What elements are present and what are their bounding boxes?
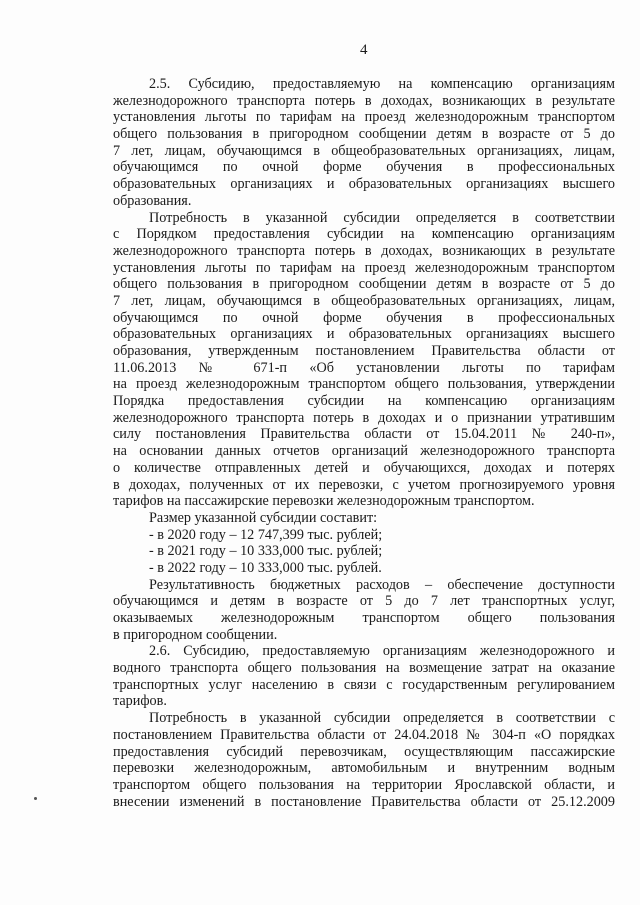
text-line: обучающимся по очной форме обучения в профессиональных <box>113 309 615 326</box>
text-line: 11.06.2013 № 671-п «Об установлении льготы по тарифам <box>113 359 615 376</box>
text-line: постановлением Правительства области от 24.04.2018 № 304-п «О порядках <box>113 726 615 743</box>
text-line: на проезд железнодорожным транспортом общего пользования, утверждении <box>113 376 615 393</box>
text-line: в доходах, полученных от их перевозки, с учетом прогнозируемого уровня <box>113 476 615 493</box>
text-line: 7 лет, лицам, обучающимся в общеобразовательных организациях, лицам, <box>113 292 615 309</box>
text-line: общего пользования в пригородном сообщении детям в возрасте от 5 до <box>113 276 615 293</box>
text-line: Результативность бюджетных расходов – обеспечение доступности <box>149 576 615 593</box>
text-line: общего пользования в пригородном сообщении детям в возрасте от 5 до <box>113 126 615 143</box>
text-line: тарифов на пассажирские перевозки железнодорожным транспортом. <box>113 493 535 510</box>
scan-artifact-dot <box>34 797 37 800</box>
text-line: Размер указанной субсидии составит: <box>149 509 378 526</box>
document-body <box>113 76 615 810</box>
text-line: образовательных организациях и образовательных организациях высшего <box>113 326 615 343</box>
text-line: - в 2022 году – 10 333,000 тыс. рублей. <box>149 559 382 576</box>
text-line: в пригородном сообщении. <box>113 626 278 643</box>
text-line: установления льготы по тарифам на проезд железнодорожным транспортом <box>113 259 615 276</box>
text-line: образования, утвержденным постановлением Правительства области от <box>113 343 615 359</box>
text-line: оказываемых железнодорожным транспортом общего пользования <box>113 610 615 626</box>
text-line: о количестве отправленных детей и обучающихся, доходах и потерях <box>113 459 615 476</box>
page-number: 4 <box>360 42 368 58</box>
text-line: - в 2021 году – 10 333,000 тыс. рублей; <box>149 543 383 560</box>
text-line: транспортом общего пользования на территории Ярославской области, и <box>113 776 615 793</box>
text-line: железнодорожного транспорта потерь в доходах, возникающих в результате <box>113 242 615 259</box>
text-line: железнодорожного транспорта потерь в доходах и о признании утратившим <box>113 409 615 426</box>
text-line: Потребность в указанной субсидии определяется в соответствии с <box>149 710 615 727</box>
text-line: с Порядком предоставления субсидии на компенсацию организациям <box>113 226 615 243</box>
text-line: железнодорожного транспорта потерь в доходах, возникающих в результате <box>113 92 615 109</box>
text-line: водного транспорта общего пользования на возмещение затрат на оказание <box>113 660 615 677</box>
text-line: 7 лет, лицам, обучающимся в общеобразовательных организациях, лицам, <box>113 142 615 159</box>
text-line: - в 2020 году – 12 747,399 тыс. рублей; <box>149 526 383 543</box>
text-line: тарифов. <box>113 693 167 710</box>
text-line: 2.5. Субсидию, предоставляемую на компенсацию организациям <box>149 76 615 92</box>
text-line: обучающимся и детям в возрасте от 5 до 7 лет транспортных услуг, <box>113 593 615 610</box>
text-line: Потребность в указанной субсидии определяется в соответствии <box>149 209 615 226</box>
text-line: предоставления субсидий перевозчикам, осуществляющим пассажирские <box>113 743 615 760</box>
text-line: обучающимся по очной форме обучения в профессиональных <box>113 159 615 176</box>
text-line: силу постановления Правительства области от 15.04.2011 № 240-п», <box>113 426 615 443</box>
text-line: установления льготы по тарифам на проезд железнодорожным транспортом <box>113 109 615 126</box>
text-line: транспортных услуг населению в связи с государственным регулированием <box>113 676 615 693</box>
text-line: образования. <box>113 192 192 209</box>
text-line: образовательных организациях и образовательных организациях высшего <box>113 176 615 193</box>
text-line: 2.6. Субсидию, предоставляемую организациям железнодорожного и <box>149 643 615 660</box>
text-line: внесении изменений в постановление Правительства области от 25.12.2009 <box>113 793 615 810</box>
text-line: на основании данных отчетов организаций железнодорожного транспорта <box>113 443 615 460</box>
text-line: Порядка предоставления субсидии на компенсацию организациям <box>113 393 615 410</box>
text-line: перевозки железнодорожным, автомобильным и внутренним водным <box>113 760 615 777</box>
